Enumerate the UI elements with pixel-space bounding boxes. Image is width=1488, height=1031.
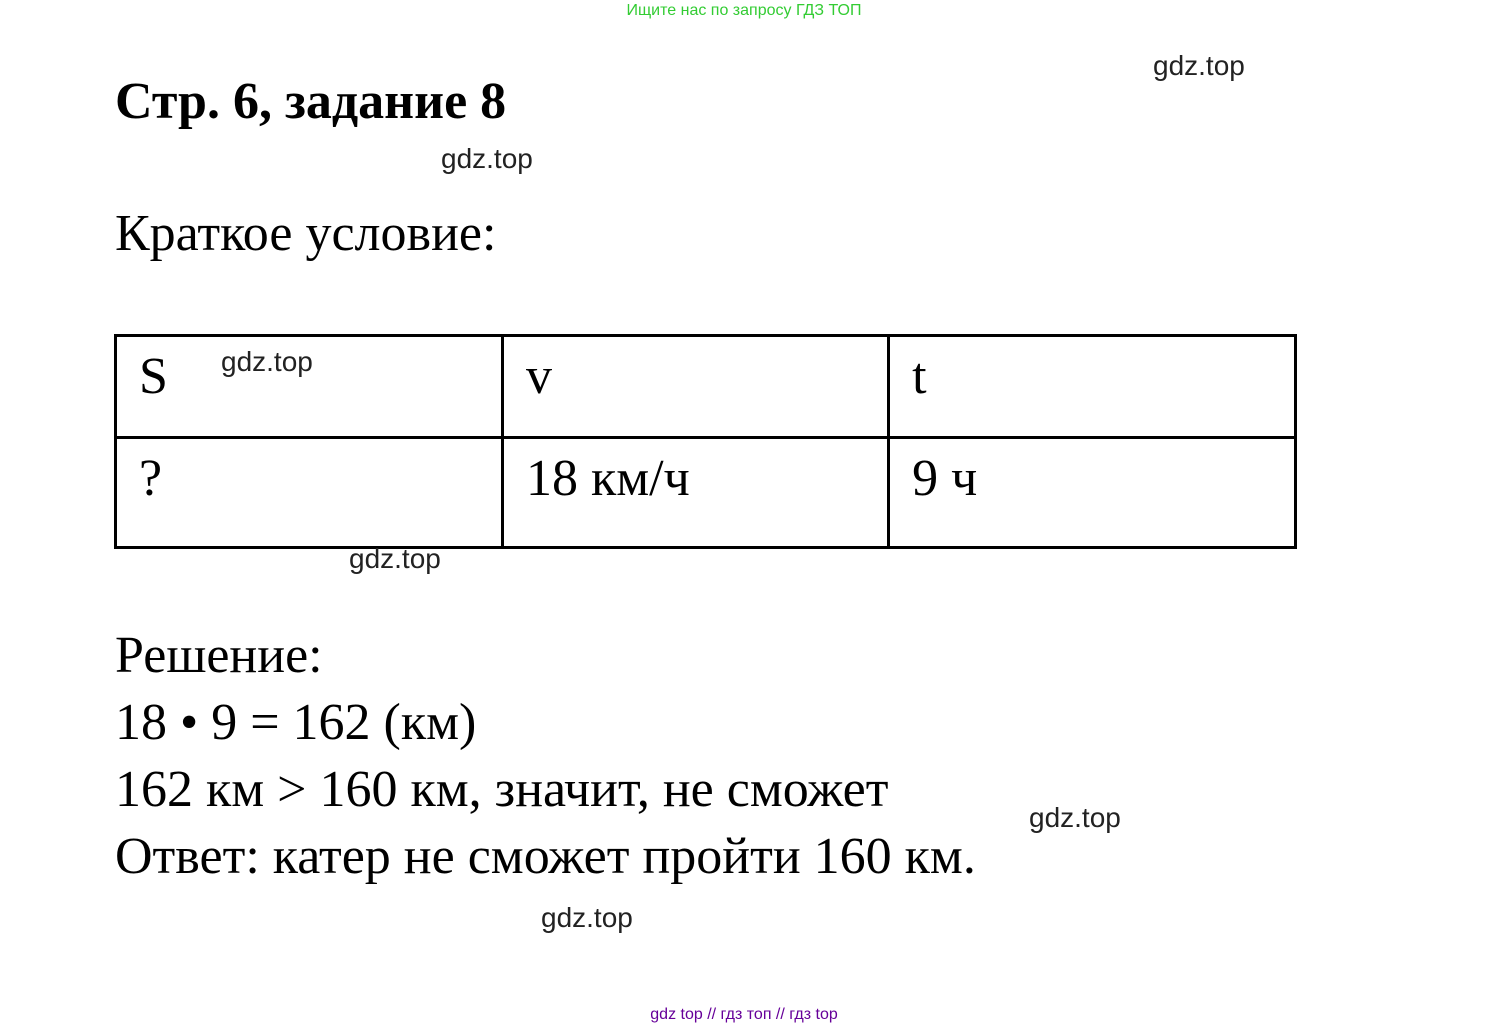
footer-links[interactable]: gdz top // гдз топ // гдз top: [650, 1006, 838, 1023]
table-header-cell: S: [116, 336, 503, 438]
watermark: gdz.top: [1153, 50, 1245, 81]
table-cell: 9 ч: [889, 438, 1296, 548]
watermark: gdz.top: [221, 346, 313, 377]
table-header-cell: t: [889, 336, 1296, 438]
table-header-cell: v: [502, 336, 888, 438]
table-cell: 18 км/ч: [502, 438, 888, 548]
condition-label: Краткое условие:: [115, 205, 497, 262]
watermark: gdz.top: [349, 543, 441, 574]
solution-label: Решение:: [115, 627, 323, 684]
answer-line: Ответ: катер не сможет пройти 160 км.: [115, 828, 976, 885]
solution-line: 18 • 9 = 162 (км): [115, 694, 477, 751]
watermark: gdz.top: [541, 902, 633, 933]
table-cell: ?: [116, 438, 503, 548]
top-banner: Ищите нас по запросу ГДЗ ТОП: [626, 2, 862, 19]
solution-block: [115, 622, 976, 890]
table-row: [116, 438, 1296, 548]
watermark: gdz.top: [441, 143, 533, 174]
watermark: gdz.top: [1029, 802, 1121, 833]
solution-line: 162 км > 160 км, значит, не сможет: [115, 761, 889, 818]
page-title: Стр. 6, задание 8: [115, 73, 507, 130]
